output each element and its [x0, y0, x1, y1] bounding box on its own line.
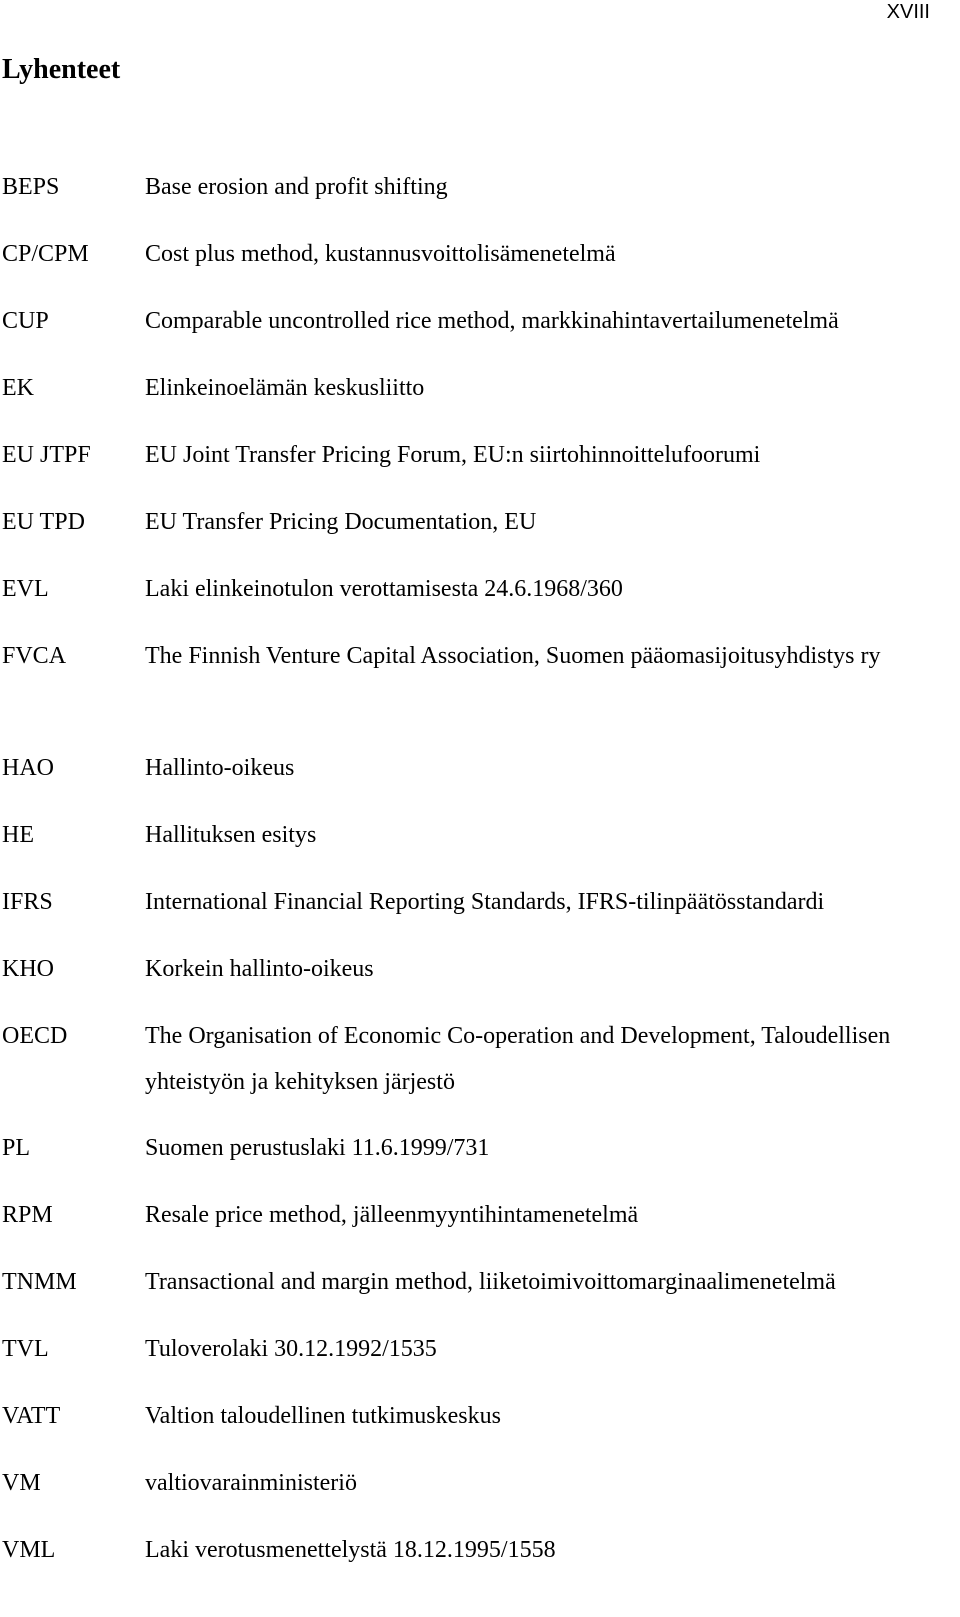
abbreviation-term: IFRS: [2, 889, 53, 915]
abbreviation-term: FVCA: [2, 643, 67, 669]
abbreviation-term: OECD: [2, 1023, 68, 1049]
abbreviation-term: TNMM: [2, 1269, 77, 1295]
abbreviation-definition: Cost plus method, kustannusvoittolisämenetelmä: [145, 241, 616, 267]
abbreviation-term: TVL: [2, 1336, 49, 1362]
abbreviation-definition: Laki elinkeinotulon verottamisesta 24.6.1968/360: [145, 576, 623, 602]
abbreviation-term: HAO: [2, 755, 54, 781]
abbreviation-definition: Hallituksen esitys: [145, 822, 317, 848]
abbreviation-definition: Base erosion and profit shifting: [145, 174, 448, 200]
abbreviation-definition: Hallinto-oikeus: [145, 755, 295, 781]
abbreviation-term: RPM: [2, 1202, 53, 1228]
abbreviation-definition: Suomen perustuslaki 11.6.1999/731: [145, 1135, 490, 1161]
abbreviation-definition: Valtion taloudellinen tutkimuskeskus: [145, 1403, 501, 1429]
abbreviation-term: CUP: [2, 308, 49, 334]
abbreviation-term: PL: [2, 1135, 31, 1161]
abbreviation-term: KHO: [2, 956, 54, 982]
abbreviation-definition: The Finnish Venture Capital Association, Suomen pääomasijoitusyhdistys ry: [145, 643, 881, 669]
abbreviation-definition: The Organisation of Economic Co-operation and Development, Taloudellisen yhteistyön ja kehityksen järjestö: [145, 1023, 891, 1095]
abbreviation-term: EVL: [2, 576, 49, 602]
abbreviation-definition: Elinkeinoelämän keskusliitto: [145, 375, 425, 401]
abbreviation-definition: International Financial Reporting Standards, IFRS-tilinpäätösstandardi: [145, 889, 825, 915]
page-title: Lyhenteet: [2, 54, 121, 85]
abbreviation-definition: EU Joint Transfer Pricing Forum, EU:n siirtohinnoittelufoorumi: [145, 442, 761, 468]
abbreviation-term: EU JTPF: [2, 442, 91, 468]
abbreviation-definition: Resale price method, jälleenmyyntihintamenetelmä: [145, 1202, 639, 1228]
page-number: XVIII: [886, 1, 930, 23]
abbreviation-definition: Tuloverolaki 30.12.1992/1535: [145, 1336, 437, 1362]
abbreviation-definition: Transactional and margin method, liiketoimivoittomarginaalimenetelmä: [145, 1269, 836, 1295]
abbreviation-term: CP/CPM: [2, 241, 89, 267]
abbreviation-definition: valtiovarainministeriö: [145, 1470, 357, 1496]
abbreviation-definition: Korkein hallinto-oikeus: [145, 956, 374, 982]
abbreviation-term: VM: [2, 1470, 41, 1496]
abbreviation-definition: Laki verotusmenettelystä 18.12.1995/1558: [145, 1537, 556, 1563]
abbreviation-definition: EU Transfer Pricing Documentation, EU: [145, 509, 537, 535]
abbreviation-term: EU TPD: [2, 509, 85, 535]
abbreviation-definition: Comparable uncontrolled rice method, markkinahintavertailumenetelmä: [145, 308, 839, 334]
abbreviation-term: VML: [2, 1537, 56, 1563]
abbreviation-term: EK: [2, 375, 34, 401]
abbreviation-term: BEPS: [2, 174, 60, 200]
abbreviation-term: HE: [2, 822, 34, 848]
abbreviation-term: VATT: [2, 1403, 61, 1429]
